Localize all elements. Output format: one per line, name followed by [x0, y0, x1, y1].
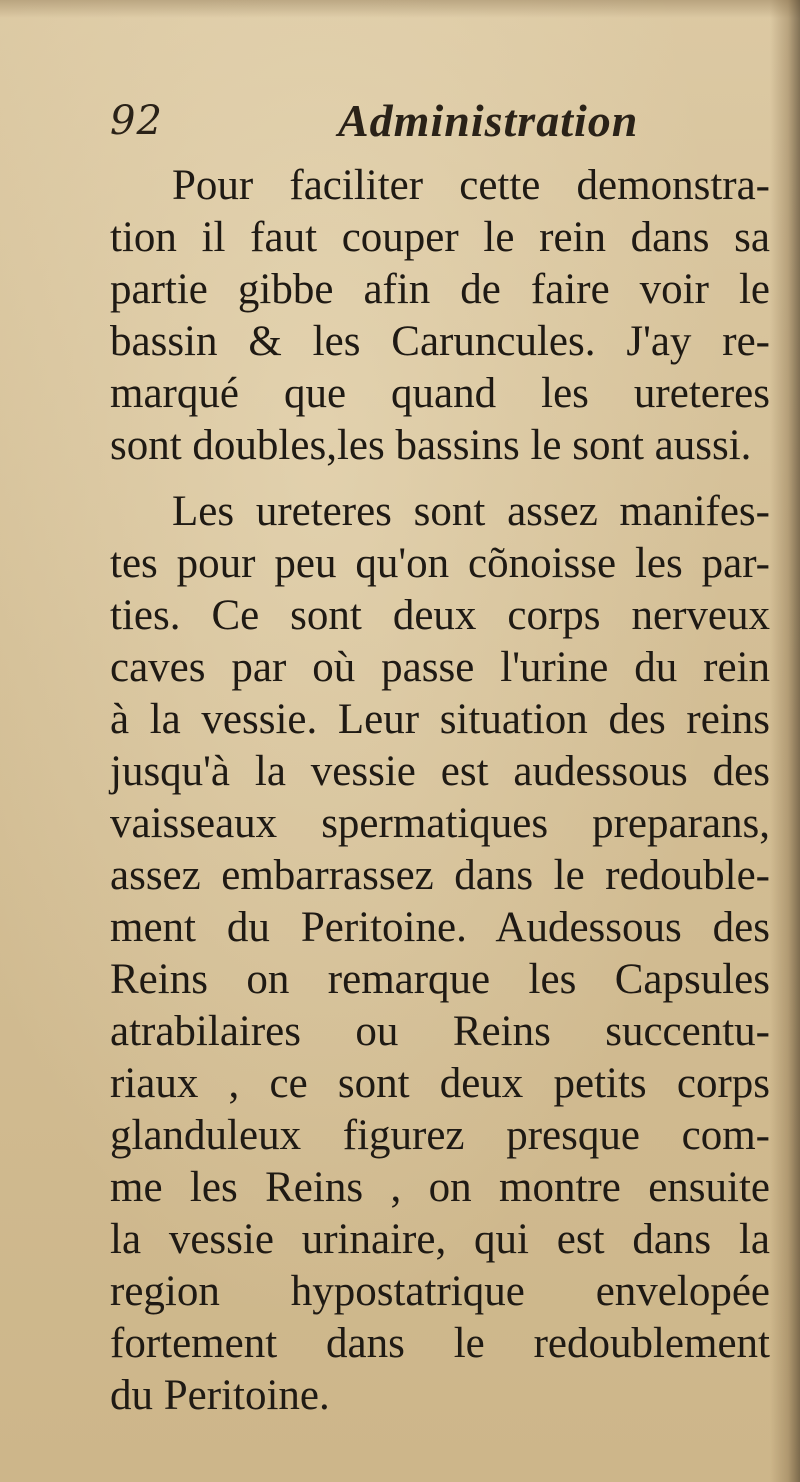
text-line: vaisseaux spermatiques preparans,: [110, 800, 770, 847]
text-line: Pour faciliter cette demonstra-: [172, 162, 770, 209]
text-line: caves par où passe l'urine du rein: [110, 644, 770, 691]
text-line: bassin & les Caruncules. J'ay re-: [110, 318, 770, 365]
text-line: atrabilaires ou Reins succentu-: [110, 1008, 770, 1055]
text-line: marqué que quand les ureteres: [110, 370, 770, 417]
text-line: ment du Peritoine. Audessous des: [110, 904, 770, 951]
text-line: tes pour peu qu'on cõnoisse les par-: [110, 540, 770, 587]
text-line: jusqu'à la vessie est audessous des: [110, 748, 770, 795]
page-header: [110, 95, 670, 158]
text-line: du Peritoine.: [110, 1372, 330, 1419]
text-line: region hypostatrique envelopée: [110, 1268, 770, 1315]
text-line: me les Reins , on montre ensuite: [110, 1164, 770, 1211]
text-line: Les ureteres sont assez manifes-: [172, 488, 770, 535]
page-top-shadow: [0, 0, 800, 18]
text-line: à la vessie. Leur situation des reins: [110, 696, 770, 743]
running-head: Administration: [338, 95, 639, 146]
text-line: glanduleux figurez presque com-: [110, 1112, 770, 1159]
text-line: riaux , ce sont deux petits corps: [110, 1060, 770, 1107]
text-line: fortement dans le redoublement: [110, 1320, 770, 1367]
text-line: assez embarrassez dans le redouble-: [110, 852, 770, 899]
text-line: ties. Ce sont deux corps nerveux: [110, 592, 770, 639]
text-line: partie gibbe afin de faire voir le: [110, 266, 770, 313]
text-line: la vessie urinaire, qui est dans la: [110, 1216, 770, 1263]
text-line: tion il faut couper le rein dans sa: [110, 214, 770, 261]
page-number: 92: [110, 98, 163, 144]
page-binding-shadow: [770, 0, 800, 1482]
text-line: Reins on remarque les Capsules: [110, 956, 770, 1003]
text-line: sont doubles,les bassins le sont aussi.: [110, 422, 752, 469]
